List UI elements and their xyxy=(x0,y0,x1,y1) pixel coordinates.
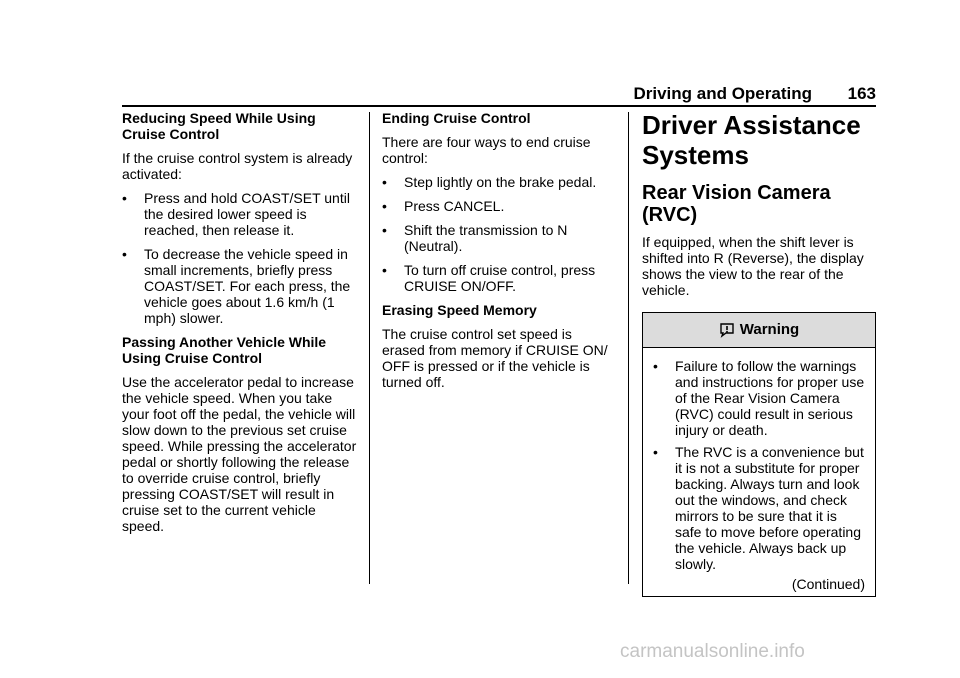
heading-ending-cruise: Ending Cruise Control xyxy=(382,110,531,126)
paragraph: If the cruise control system is already activated: xyxy=(122,150,353,182)
list-item xyxy=(653,444,865,572)
bullet-dot: • xyxy=(382,198,387,214)
heading-passing-vehicle: Passing Another Vehicle While Using Cruise Control xyxy=(122,334,327,366)
list-item-text: The RVC is a convenience but it is not a substitute for proper backing. Always turn and look out the windows, and check mirrors to be sure that it is safe to move before operating the vehicle. Always back up slowly. xyxy=(675,444,864,572)
warning-header xyxy=(643,313,875,348)
list-item xyxy=(382,174,612,190)
list-item xyxy=(122,246,358,326)
continued-label: (Continued) xyxy=(791,576,865,592)
heading-reducing-speed: Reducing Speed While Using Cruise Control xyxy=(122,110,316,142)
list-item-text: Failure to follow the warnings and instructions for proper use of the Rear Vision Camera (RVC) could result in serious injury or death. xyxy=(675,358,865,438)
list-item xyxy=(382,198,612,214)
list-item xyxy=(382,262,612,294)
paragraph: The cruise control set speed is erased from memory if CRUISE ON/ OFF is pressed or if the vehicle is turned off. xyxy=(382,326,608,390)
column-middle xyxy=(382,110,612,390)
heading-driver-assistance: Driver Assistance Systems xyxy=(642,110,861,170)
paragraph: There are four ways to end cruise control: xyxy=(382,134,591,166)
list-item-text: Press CANCEL. xyxy=(404,198,505,214)
warning-title: Warning xyxy=(739,321,800,338)
list-item xyxy=(122,190,358,238)
list-item xyxy=(653,358,865,438)
bullet-dot: • xyxy=(122,190,127,206)
bullet-dot: • xyxy=(653,444,658,460)
header-rule xyxy=(122,105,876,107)
list-item xyxy=(382,222,612,254)
heading-rear-vision-camera: Rear Vision Camera (RVC) xyxy=(642,182,831,226)
bullet-dot: • xyxy=(122,246,127,262)
list-item-text: Press and hold COAST/SET until the desired lower speed is reached, then release it. xyxy=(144,190,350,238)
list-item-text: To decrease the vehicle speed in small increments, briefly press COAST/SET. For each press, the vehicle goes about 1.6 km/h (1 mph) slower. xyxy=(144,246,351,326)
page-number: 163 xyxy=(847,84,876,103)
warning-icon xyxy=(719,322,735,338)
section-title: Driving and Operating xyxy=(633,84,812,103)
paragraph: If equipped, when the shift lever is shifted into R (Reverse), the display shows the view to the rear of the vehicle. xyxy=(642,234,864,298)
heading-erasing-memory: Erasing Speed Memory xyxy=(382,302,537,318)
column-divider xyxy=(628,112,629,584)
bullet-dot: • xyxy=(382,174,387,190)
warning-body xyxy=(643,348,875,596)
bullet-dot: • xyxy=(382,222,387,238)
column-divider xyxy=(369,112,370,584)
bullet-dot: • xyxy=(382,262,387,278)
list-item-text: To turn off cruise control, press CRUISE ON/OFF. xyxy=(404,262,596,294)
watermark: carmanualsonline.info xyxy=(620,641,805,662)
list-item-text: Shift the transmission to N (Neutral). xyxy=(404,222,568,254)
bullet-dot: • xyxy=(653,358,658,374)
warning-box xyxy=(642,312,876,597)
column-left xyxy=(122,110,358,534)
column-right xyxy=(642,110,876,597)
page-header xyxy=(0,84,960,110)
paragraph: Use the accelerator pedal to increase the vehicle speed. When you take your foot off the pedal, the vehicle will slow down to the previous set cruise speed. While pressing the accelerator pedal or shortly following the release to override cruise control, briefly pressing COAST/SET will result in cruise set to the current vehicle speed. xyxy=(122,374,357,534)
list-item-text: Step lightly on the brake pedal. xyxy=(404,174,597,190)
